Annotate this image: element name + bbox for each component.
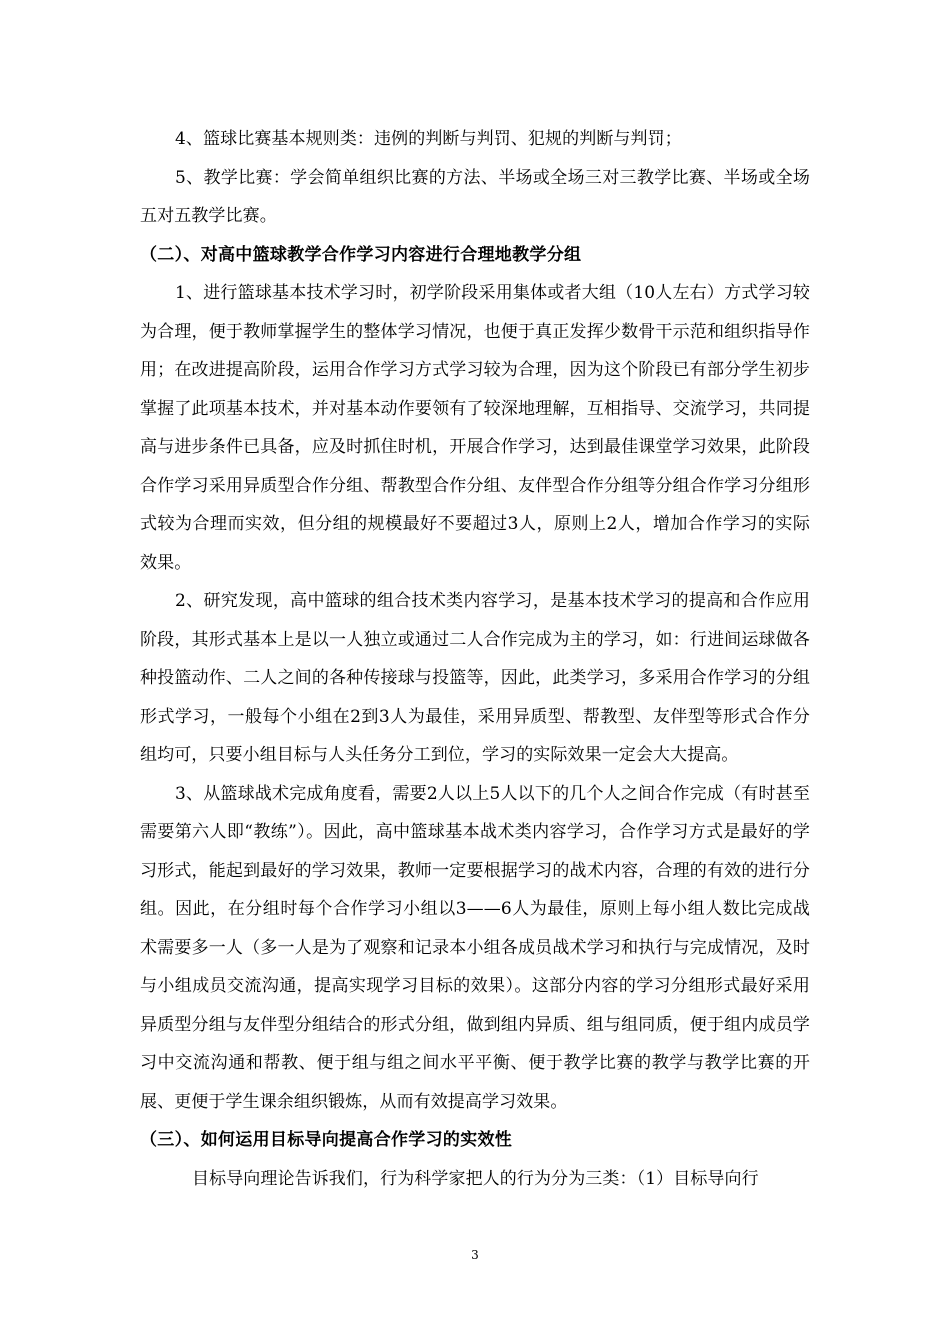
paragraph-tactics: 3、从篮球战术完成角度看，需要2人以上5人以下的几个人之间合作完成（有时甚至需要第六人即“教练”）。因此，高中篮球基本战术类内容学习，合作学习方式是最好的学习形式，能起到最好的学习效果，教师一定要根据学习的战术内容，合理的有效的进行分组。因此，在分组时每个合作学习小组以3——6人为最佳，原则上每小组人数比完成战术需要多一人（多一人是为了观察和记录本小组各成员战术学习和执行与完成情况，及时与小组成员交流沟通，提高实现学习目标的效果）。这部分内容的学习分组形式最好采用异质型分组与友伴型分组结合的形式分组，做到组内异质、组与组同质，便于组内成员学习中交流沟通和帮教、便于组与组之间水平平衡、便于教学比赛的教学与教学比赛的开展、更便于学生课余组织锻炼，从而有效提高学习效果。 [140, 783, 810, 1112]
paragraph-basic-skills: 1、进行篮球基本技术学习时，初学阶段采用集体或者大组（10人左右）方式学习较为合理，便于教师掌握学生的整体学习情况，也便于真正发挥少数骨干示范和组织指导作用；在改进提高阶段，运用合作学习方式学习较为合理，因为这个阶段已有部分学生初步掌握了此项基本技术，并对基本动作要领有了较深地理解，互相指导、交流学习，共同提高与进步条件已具备，应及时抓住时机，开展合作学习，达到最佳课堂学习效果，此阶段合作学习采用异质型合作分组、帮教型合作分组、友伴型合作分组等分组合作学习分组形式较为合理而实效，但分组的规模最好不要超过3人，原则上2人，增加合作学习的实际效果。 [140, 283, 810, 573]
section-heading-2: （二）、对高中篮球教学合作学习内容进行合理地教学分组 [140, 244, 582, 265]
paragraph-goal-orientation: 目标导向理论告诉我们，行为科学家把人的行为分为三类：（1）目标导向行 [192, 1168, 759, 1189]
body-text [140, 120, 810, 1198]
section-heading-3: （三）、如何运用目标导向提高合作学习的实效性 [140, 1130, 513, 1150]
paragraph-teaching-match: 5、教学比赛：学会简单组织比赛的方法、半场或全场三对三教学比赛、半场或全场五对五教学比赛。 [140, 167, 810, 226]
paragraph-combined-skills: 2、研究发现，高中篮球的组合技术类内容学习，是基本技术学习的提高和合作应用阶段，其形式基本上是以一人独立或通过二人合作完成为主的学习，如：行进间运球做各种投篮动作、二人之间的各种传接球与投篮等，因此，此类学习，多采用合作学习的分组形式学习，一般每个小组在2到3人为最佳，采用异质型、帮教型、友伴型等形式合作分组均可，只要小组目标与人头任务分工到位，学习的实际效果一定会大大提高。 [140, 591, 810, 765]
paragraph-rules: 4、篮球比赛基本规则类：违例的判断与判罚、犯规的判断与判罚； [175, 129, 682, 149]
page-number: 3 [471, 1248, 479, 1262]
